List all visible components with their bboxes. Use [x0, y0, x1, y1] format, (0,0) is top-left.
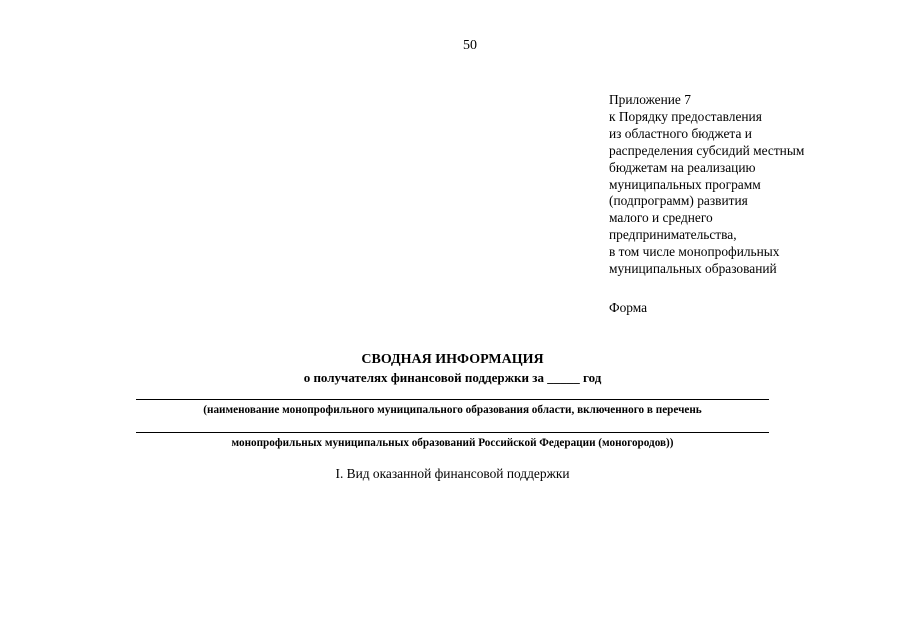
appendix-line: Приложение 7	[609, 92, 691, 107]
fill-in-line	[136, 432, 769, 433]
appendix-line: распределения субсидий местным	[609, 142, 805, 158]
appendix-line: предпринимательства,	[609, 227, 737, 243]
appendix-line: к Порядку предоставления	[609, 108, 762, 124]
appendix-line: бюджетам на реализацию	[609, 159, 756, 175]
fill-in-caption: монопрофильных муниципальных образований Российской Федерации (моногородов))	[231, 437, 674, 449]
fill-in-caption: (наименование монопрофильного муниципального образования области, включенного в перечень	[203, 404, 702, 416]
fill-in-line	[136, 399, 769, 400]
page-number: 50	[463, 38, 477, 53]
document-title: СВОДНАЯ ИНФОРМАЦИЯ	[361, 352, 544, 367]
appendix-note	[609, 92, 889, 278]
document-subtitle: о получателях финансовой поддержки за _____ год	[303, 370, 602, 385]
form-label: Форма	[609, 300, 648, 315]
appendix-line: муниципальных программ	[609, 176, 761, 192]
appendix-line: (подпрограмм) развития	[609, 193, 748, 209]
section-heading: I. Вид оказанной финансовой поддержки	[335, 466, 570, 481]
appendix-line: малого и среднего	[609, 210, 713, 226]
appendix-line: муниципальных образований	[609, 261, 777, 277]
appendix-line: в том числе монопрофильных	[609, 244, 780, 260]
appendix-line: из областного бюджета и	[609, 125, 752, 141]
